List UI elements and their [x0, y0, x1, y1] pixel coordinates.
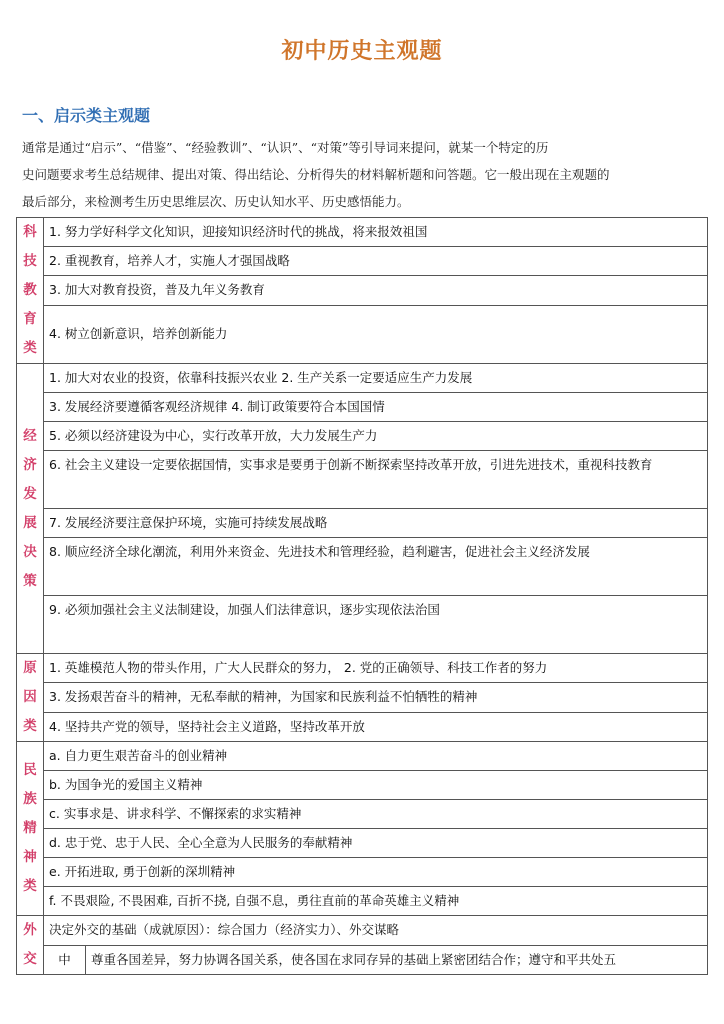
table-row [17, 393, 708, 422]
table-row [17, 247, 708, 276]
table-cell: 尊重各国差异，努力协调各国关系，使各国在求同存异的基础上紧密团结合作；遵守和平共处五 [86, 945, 708, 975]
table-cell: 3. 发扬艰苦奋斗的精神，无私奉献的精神，为国家和民族利益不怕牺牲的精神 [44, 683, 708, 712]
table-row [17, 945, 708, 975]
table-row [17, 276, 708, 305]
table-cell: 4. 坚持共产党的领导，坚持社会主义道路，坚持改革开放 [44, 712, 708, 741]
table-row [17, 509, 708, 538]
table-row [17, 771, 708, 800]
table-row [17, 654, 708, 683]
table-row [17, 916, 708, 946]
section-heading: 一、启示类主观题 [22, 106, 151, 125]
intro-line: 通常是通过“启示”、“借鉴”、“经验教训”、“认识”、“对策”等引导词来提问，就某一个特定的历 [22, 140, 549, 155]
category-diplomacy: 外 交 [17, 916, 44, 975]
table-cell: 4. 树立创新意识，培养创新能力 [44, 305, 708, 363]
table-cell: 6. 社会主义建设一定要依据国情，实事求是要勇于创新不断探索坚持改革开放，引进先进技术，重视科技教育 [44, 451, 708, 509]
table-cell: d. 忠于党、忠于人民、全心全意为人民服务的奉献精神 [44, 829, 708, 858]
category-science: 科 技 教 育 类 [17, 218, 44, 364]
table-row [17, 887, 708, 916]
category-spirit: 民 族 精 神 类 [17, 742, 44, 916]
table-row [17, 683, 708, 712]
table-cell: c. 实事求是、讲求科学、不懈探索的求实精神 [44, 800, 708, 829]
table-cell: 7. 发展经济要注意保护环境，实施可持续发展战略 [44, 509, 708, 538]
table-cell: 5. 必须以经济建设为中心，实行改革开放，大力发展生产力 [44, 422, 708, 451]
table-row [17, 742, 708, 771]
table-cell: 2. 重视教育，培养人才，实施人才强国战略 [44, 247, 708, 276]
category-economy: 经 济 发 展 决 策 [17, 364, 44, 654]
table-cell: 3. 发展经济要遵循客观经济规律 4. 制订政策要符合本国国情 [44, 393, 708, 422]
table-row [17, 364, 708, 393]
table-cell: 决定外交的基础（成就原因）：综合国力（经济实力）、外交谋略 [44, 916, 708, 946]
table-row [17, 829, 708, 858]
sub-label: 中 [44, 945, 86, 975]
table-cell: e. 开拓进取, 勇于创新的深圳精神 [44, 858, 708, 887]
table-cell: 9. 必须加强社会主义法制建设，加强人们法律意识，逐步实现依法治国 [44, 596, 708, 654]
table-row [17, 451, 708, 509]
page-title: 初中历史主观题 [281, 39, 443, 64]
table-row [17, 800, 708, 829]
table-cell: 3. 加大对教育投资，普及九年义务教育 [44, 276, 708, 305]
intro-line: 史问题要求考生总结规律、提出对策、得出结论、分析得失的材料解析题和问答题。它一般出现在主观题的 [22, 167, 610, 182]
table-row [17, 712, 708, 741]
table-row [17, 538, 708, 596]
table-row [17, 596, 708, 654]
table-row [17, 218, 708, 247]
intro-line: 最后部分，来检测考生历史思维层次、历史认知水平、历史感悟能力。 [22, 194, 410, 209]
table-cell: 1. 加大对农业的投资，依靠科技振兴农业 2. 生产关系一定要适应生产力发展 [44, 364, 708, 393]
table-cell: 1. 努力学好科学文化知识，迎接知识经济时代的挑战，将来报效祖国 [44, 218, 708, 247]
table-row [17, 422, 708, 451]
table-cell: 1. 英雄模范人物的带头作用，广大人民群众的努力， 2. 党的正确领导、科技工作者的努力 [44, 654, 708, 683]
table-cell: b. 为国争光的爱国主义精神 [44, 771, 708, 800]
category-reasons: 原 因 类 [17, 654, 44, 742]
summary-table [16, 217, 708, 975]
table-cell: 8. 顺应经济全球化潮流，利用外来资金、先进技术和管理经验，趋利避害，促进社会主义经济发展 [44, 538, 708, 596]
table-cell: a. 自力更生艰苦奋斗的创业精神 [44, 742, 708, 771]
table-row [17, 305, 708, 363]
table-cell: f. 不畏艰险, 不畏困难, 百折不挠, 自强不息，勇往直前的革命英雄主义精神 [44, 887, 708, 916]
table-row [17, 858, 708, 887]
intro-paragraph [22, 134, 702, 215]
